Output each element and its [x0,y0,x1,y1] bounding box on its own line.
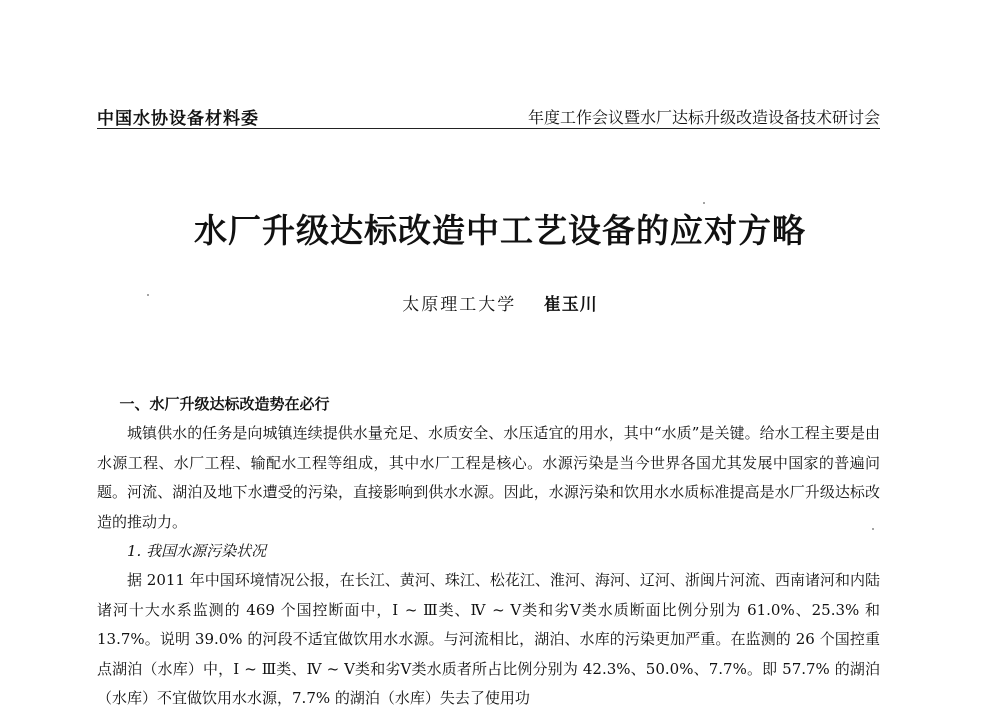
paper-body [97,390,880,713]
running-header-conference: 年度工作会议暨水厂达标升级改造设备技术研讨会 [527,108,880,127]
header-divider [97,128,880,129]
body-paragraph: 城镇供水的任务是向城镇连续提供水量充足、水质安全、水压适宜的用水，其中“水质”是关键。给水工程主要是由水源工程、水厂工程、输配水工程等组成，其中水厂工程是核心。水源污染是当今世界各国尤其发展中国家的普遍问题。河流、湖泊及地下水遭受的污染，直接影响到供水水源。因此，水源污染和饮用水水质标准提高是水厂升级达标改造的推动力。 [97,424,880,531]
scan-speck [872,528,874,530]
scan-speck [147,294,149,296]
author-line [0,290,1000,315]
subsection-heading: 1. 我国水源污染状况 [127,542,267,561]
section-heading: 一、水厂升级达标改造势在必行 [119,395,330,413]
author-name: 崔玉川 [543,295,598,315]
body-paragraph: 据 2011 年中国环境情况公报，在长江、黄河、珠江、松花江、淮河、海河、辽河、浙闽片河流、西南诸河和内陆诸河十大水系监测的 469 个国控断面中，Ⅰ ~ Ⅲ类、Ⅳ ~ Ⅴ类和劣Ⅴ类水质断面比例分别为 61.0%、25.3% 和 13.7%。说明 39.0% 的河段不适宜做饮用水水源。与河流相比，湖泊、水库的污染更加严重。在监测的 26 个国控重点湖泊（水库）中，Ⅰ ~ Ⅲ类、Ⅳ ~ Ⅴ类和劣Ⅴ类水质者所占比例分别为 42.3%、50.0%、7.7%。即 57.7% 的湖泊（水库）不宜做饮用水水源，7.7% 的湖泊（水库）失去了使用功 [97,571,880,708]
running-header-organization: 中国水协设备材料委 [97,109,259,129]
paper-title: 水厂升级达标改造中工艺设备的应对方略 [194,211,806,250]
author-affiliation: 太原理工大学 [402,295,517,315]
scan-speck [703,202,705,204]
